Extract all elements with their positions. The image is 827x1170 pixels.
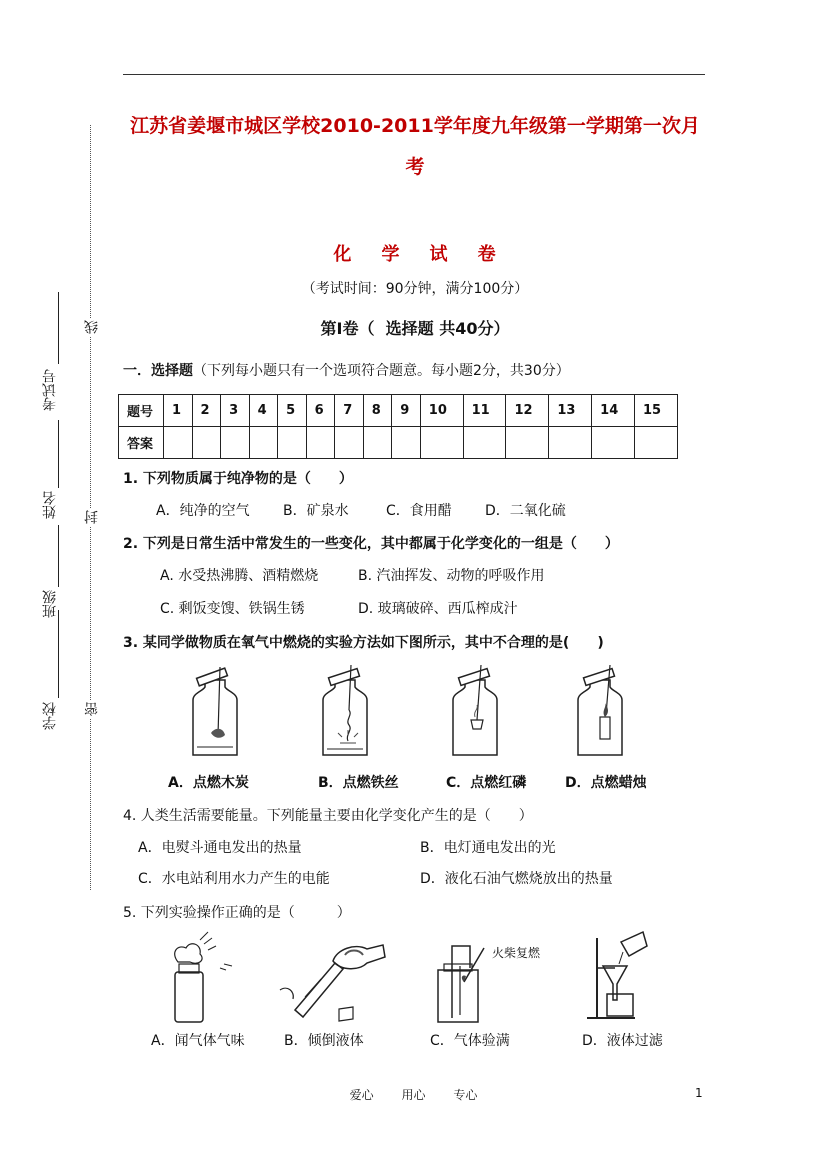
question-number-cell: 13 — [549, 395, 592, 427]
q1-option-a: A．纯净的空气 — [156, 503, 250, 519]
answer-cell[interactable] — [592, 427, 635, 459]
field-school-label: 学校 — [42, 702, 58, 730]
field-school-blank[interactable] — [58, 610, 59, 698]
answer-cell[interactable] — [392, 427, 421, 459]
question-number-cell: 10 — [420, 395, 463, 427]
answer-cell[interactable] — [335, 427, 364, 459]
answer-table-number-row — [119, 395, 678, 427]
field-name-label: 姓名 — [42, 491, 58, 519]
q4-option-a: A．电熨斗通电发出的热量 — [138, 840, 302, 856]
q1-option-b: B．矿泉水 — [283, 503, 349, 519]
question-number-cell: 9 — [392, 395, 421, 427]
question-number-cell: 3 — [221, 395, 250, 427]
section1-heading — [123, 360, 570, 380]
page-footer — [0, 1086, 827, 1103]
answer-cell[interactable] — [306, 427, 335, 459]
pour-liquid-figure — [275, 935, 390, 1025]
answer-table-answer-row — [119, 427, 678, 459]
answer-cell[interactable] — [363, 427, 392, 459]
section1-heading-note: （下列每小题只有一个选项符合题意。每小题2分，共30分） — [193, 363, 570, 379]
field-class-blank[interactable] — [58, 525, 59, 587]
answer-table — [118, 394, 678, 459]
q2-option-b: B. 汽油挥发、动物的呼吸作用 — [358, 568, 545, 584]
answer-cell[interactable] — [635, 427, 678, 459]
q1-stem: 1. 下列物质属于纯净物的是（ ） — [123, 471, 353, 487]
answer-cell[interactable] — [506, 427, 549, 459]
smell-gas-figure — [160, 930, 240, 1025]
q3-caption-a: A．点燃木炭 — [168, 775, 249, 791]
exam-title-line2: 考 — [405, 156, 425, 178]
exam-title-line1: 江苏省姜堰市城区学校2010-2011学年度九年级第一学期第一次月 — [130, 115, 700, 137]
section1-heading-bold: 一．选择题 — [123, 363, 193, 379]
binding-char-line: 线 — [84, 320, 100, 334]
q5-figure-label: 火柴复燃 — [492, 946, 541, 960]
q3-stem: 3. 某同学做物质在氧气中燃烧的实验方法如下图所示，其中不合理的是( ) — [123, 635, 604, 651]
exam-subject: 化 学 试 卷 — [333, 244, 497, 265]
q1-option-d: D．二氧化硫 — [485, 503, 566, 519]
q2-stem: 2. 下列是日常生活中常发生的一些变化，其中都属于化学变化的一组是（ ） — [123, 536, 619, 552]
question-number-cell: 12 — [506, 395, 549, 427]
answer-cell[interactable] — [278, 427, 307, 459]
page-number: 1 — [695, 1086, 703, 1100]
answer-cell[interactable] — [192, 427, 221, 459]
q3-caption-d: D．点燃蜡烛 — [565, 775, 647, 791]
field-exam-number-label: 考试号 — [42, 369, 58, 411]
q2-option-a: A. 水受热沸腾、酒精燃烧 — [160, 568, 319, 584]
q2-option-c: C. 剩饭变馊、铁锅生锈 — [160, 601, 305, 617]
q1-option-c: C．食用醋 — [386, 503, 452, 519]
field-exam-number-blank[interactable] — [58, 292, 59, 364]
footer-word: 用心 — [401, 1088, 426, 1102]
answer-table-answer-label: 答案 — [119, 427, 164, 459]
answer-cell[interactable] — [221, 427, 250, 459]
q5-stem: 5. 下列实验操作正确的是（ ） — [123, 905, 351, 921]
q4-option-d: D．液化石油气燃烧放出的热量 — [420, 871, 613, 887]
question-number-cell: 7 — [335, 395, 364, 427]
binding-char-secret: 密 — [84, 702, 100, 716]
question-number-cell: 6 — [306, 395, 335, 427]
filter-liquid-figure — [585, 928, 665, 1023]
q3-caption-c: C．点燃红磷 — [446, 775, 527, 791]
binding-char-seal: 封 — [84, 510, 100, 524]
answer-cell[interactable] — [463, 427, 506, 459]
answer-cell[interactable] — [420, 427, 463, 459]
question-number-cell: 15 — [635, 395, 678, 427]
jar-iron-wire-figure — [315, 665, 375, 760]
question-number-cell: 4 — [249, 395, 278, 427]
q5-caption-b: B．倾倒液体 — [284, 1033, 364, 1049]
question-number-cell: 5 — [278, 395, 307, 427]
q4-option-b: B．电灯通电发出的光 — [420, 840, 556, 856]
question-number-cell: 2 — [192, 395, 221, 427]
top-rule — [123, 74, 705, 75]
question-number-cell: 1 — [164, 395, 193, 427]
q5-caption-d: D．液体过滤 — [582, 1033, 663, 1049]
jar-candle-figure — [570, 665, 630, 760]
field-class-label: 班级 — [42, 590, 58, 618]
question-number-cell: 14 — [592, 395, 635, 427]
answer-cell[interactable] — [549, 427, 592, 459]
jar-red-phosphorus-figure — [445, 665, 505, 760]
q4-stem: 4. 人类生活需要能量。下列能量主要由化学变化产生的是（ ） — [123, 808, 533, 824]
q2-option-d: D. 玻璃破碎、西瓜榨成汁 — [358, 601, 518, 617]
answer-cell[interactable] — [249, 427, 278, 459]
q5-caption-c: C．气体验满 — [430, 1033, 510, 1049]
footer-word: 爱心 — [349, 1088, 374, 1102]
field-name-blank[interactable] — [58, 420, 59, 488]
footer-word: 专心 — [453, 1088, 478, 1102]
section-title: 第Ⅰ卷（ 选择题 共40分） — [320, 319, 510, 338]
answer-cell[interactable] — [164, 427, 193, 459]
q3-caption-b: B．点燃铁丝 — [318, 775, 399, 791]
jar-charcoal-figure — [185, 665, 245, 760]
q5-caption-a: A．闻气体气味 — [151, 1033, 245, 1049]
q4-option-c: C．水电站利用水力产生的电能 — [138, 871, 330, 887]
answer-table-number-label: 题号 — [119, 395, 164, 427]
question-number-cell: 11 — [463, 395, 506, 427]
question-number-cell: 8 — [363, 395, 392, 427]
exam-info: （考试时间：90分钟，满分100分） — [301, 281, 529, 297]
